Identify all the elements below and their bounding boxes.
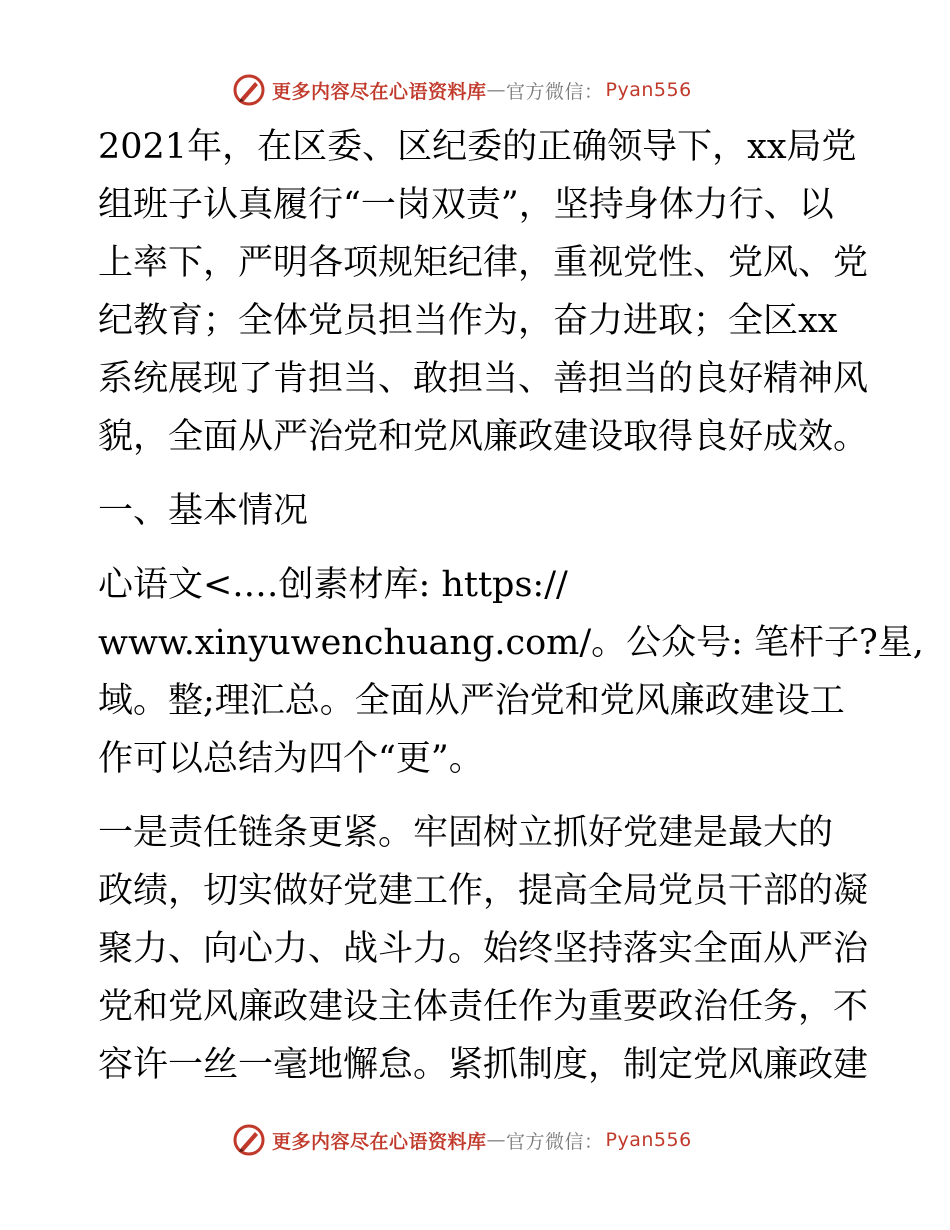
text-line: 聚力、向心力、战斗力。始终坚持落实全面从严治 [98, 929, 869, 969]
text-line: 政绩，切实做好党建工作，提高全局党员干部的凝 [98, 871, 869, 911]
watermark-label: 官方微信： [506, 1130, 604, 1153]
text-line: 党和党风廉政建设主体责任作为重要政治任务，不 [98, 987, 869, 1027]
pen-logo-icon [232, 73, 266, 107]
text-line: 心语文<.…创素材库: https:// [98, 565, 568, 605]
text-line: www.xinyuwenchuang.com/。公众号: 笔杆子?星, [98, 623, 924, 663]
header-watermark [232, 70, 692, 110]
pen-logo-icon [232, 1123, 266, 1157]
paragraph-responsibility [98, 804, 869, 1094]
section-heading [98, 482, 858, 540]
text-line: 2021年，在区委、区纪委的正确领导下，xx局党 [98, 127, 857, 167]
watermark-account: Pyan556 [605, 1129, 692, 1151]
text-line: 作可以总结为四个“更”。 [98, 739, 484, 779]
heading-line: 一、基本情况 [98, 491, 309, 531]
watermark-text [272, 77, 692, 104]
watermark-brand: 更多内容尽在心语资料库 [272, 1130, 487, 1153]
text-line: 域。整;理汇总。全面从严治党和党风廉政建设工 [98, 681, 845, 721]
text-line: 组班子认真履行“一岗双责”，坚持身体力行、以 [98, 185, 834, 225]
watermark-text [272, 1127, 692, 1154]
text-line: 系统展现了肯担当、敢担当、善担当的良好精神风 [98, 359, 869, 399]
text-line: 貌，全面从严治党和党风廉政建设取得良好成效。 [98, 417, 869, 457]
paragraph-source [98, 556, 924, 788]
watermark-brand: 更多内容尽在心语资料库 [272, 80, 487, 103]
text-line: 上率下，严明各项规矩纪律，重视党性、党风、党 [98, 243, 869, 283]
paragraph-intro [98, 118, 869, 466]
watermark-label: 官方微信： [506, 80, 604, 103]
watermark-separator: — [486, 1129, 507, 1151]
text-line: 一是责任链条更紧。牢固树立抓好党建是最大的 [98, 813, 834, 853]
footer-watermark [232, 1120, 692, 1160]
document-body [98, 118, 924, 1110]
text-line: 容许一丝一毫地懈怠。紧抓制度，制定党风廉政建 [98, 1045, 869, 1085]
watermark-account: Pyan556 [605, 79, 692, 101]
watermark-separator: — [486, 79, 507, 101]
text-line: 纪教育；全体党员担当作为，奋力进取；全区xx [98, 301, 838, 341]
